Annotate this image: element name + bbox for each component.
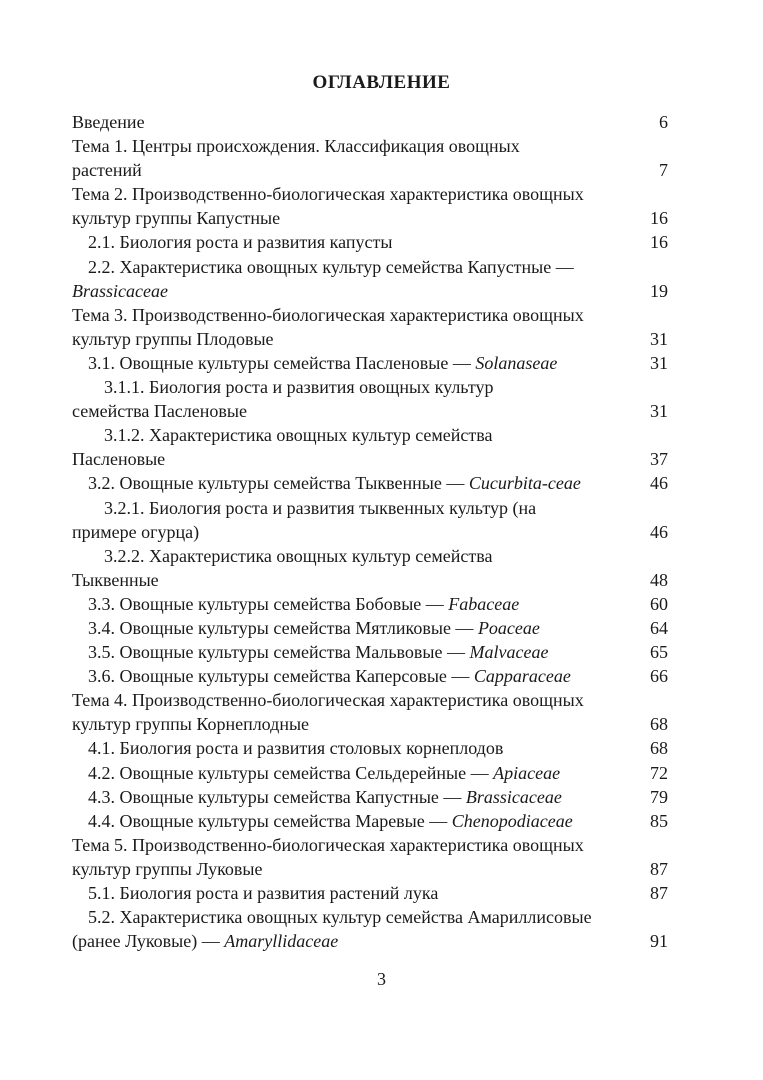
toc-entry-page: 37 xyxy=(650,449,668,470)
toc-entry-text: 4.2. Овощные культуры семейства Сельдерейные — Apiaceae xyxy=(88,762,561,783)
toc-entry-page: 64 xyxy=(650,617,668,638)
toc-entry-text: 3.2. Овощные культуры семейства Тыквенные — Cucurbita-ceae xyxy=(88,473,581,494)
toc-entry xyxy=(72,423,668,471)
toc-entry-text: 3.1.2. Характеристика овощных культур семейства Пасленовые xyxy=(72,425,493,470)
toc-entry-page: 16 xyxy=(650,232,668,253)
toc-entry xyxy=(72,182,668,230)
toc-entry-page: 31 xyxy=(650,352,668,373)
toc-entry-text: 2.1. Биология роста и развития капусты xyxy=(88,232,393,253)
toc-entry-text: Тема 3. Производственно-биологическая характеристика овощных культур группы Плодовые xyxy=(72,304,584,349)
toc-entry-text: 3.1. Овощные культуры семейства Пасленовые — Solanaseae xyxy=(88,352,558,373)
toc-entry-text: 2.2. Характеристика овощных культур семейства Капустные — Brassicaceae xyxy=(72,256,574,301)
toc-entry-page: 85 xyxy=(650,810,668,831)
toc-entry-page: 87 xyxy=(650,883,668,903)
toc-entry xyxy=(72,736,668,760)
toc-entry-text: 4.4. Овощные культуры семейства Маревые — Chenopodiaceae xyxy=(88,810,573,831)
toc-entry-text: 3.5. Овощные культуры семейства Мальвовые — Malvaceae xyxy=(88,642,549,663)
toc-entry xyxy=(72,134,668,182)
toc-entry xyxy=(72,230,668,254)
toc-entry xyxy=(72,640,668,664)
toc-entry-page: 31 xyxy=(650,401,668,422)
toc-entry xyxy=(72,544,668,592)
toc-entry xyxy=(72,785,668,809)
toc-entry-text: 3.4. Овощные культуры семейства Мятликовые — Poaceae xyxy=(88,617,540,638)
toc-entry-page: 87 xyxy=(650,858,668,879)
toc-entry-page: 46 xyxy=(650,473,668,494)
toc-entry xyxy=(72,351,668,375)
toc-title: ОГЛАВЛЕНИЕ xyxy=(312,72,451,93)
toc-entry xyxy=(72,110,668,134)
toc-entry-page: 31 xyxy=(650,328,668,349)
toc-entry-text: Тема 4. Производственно-биологическая характеристика овощных культур группы Корнеплодные xyxy=(72,690,584,735)
toc-entry-text: Тема 5. Производственно-биологическая характеристика овощных культур группы Луковые xyxy=(72,834,584,879)
page-number: 3 xyxy=(377,969,386,989)
toc-entry-page: 66 xyxy=(650,666,668,687)
toc-entry xyxy=(72,833,668,881)
toc-entry xyxy=(72,881,668,905)
toc-entry-page: 91 xyxy=(650,931,668,952)
toc-entry-text: Тема 1. Центры происхождения. Классификация овощных растений xyxy=(72,136,520,181)
toc-entry-page: 7 xyxy=(659,160,668,181)
toc-entry xyxy=(72,664,668,688)
toc-entry-page: 16 xyxy=(650,208,668,229)
toc-entry-page: 48 xyxy=(650,569,668,590)
toc-entry-text: 5.2. Характеристика овощных культур семейства Амариллисовые (ранее Луковые) — Amaryllidaceae xyxy=(72,907,592,952)
toc-entry-text: 3.6. Овощные культуры семейства Каперсовые — Capparaceae xyxy=(88,666,571,687)
toc-entry-text: 4.1. Биология роста и развития столовых корнеплодов xyxy=(88,738,504,759)
toc-entry-text: 3.3. Овощные культуры семейства Бобовые — Fabaceae xyxy=(88,593,520,614)
toc-entry xyxy=(72,375,668,423)
toc-entry-text: Тема 2. Производственно-биологическая характеристика овощных культур группы Капустные xyxy=(72,184,584,229)
table-of-contents xyxy=(72,110,668,953)
toc-entry xyxy=(72,471,668,495)
toc-entry xyxy=(72,688,668,736)
toc-entry xyxy=(72,616,668,640)
toc-entry-page: 19 xyxy=(650,280,668,301)
toc-entry xyxy=(72,905,668,953)
toc-entry-page: 46 xyxy=(650,521,668,542)
toc-entry-text: 5.1. Биология роста и развития растений лука xyxy=(88,883,439,903)
toc-entry xyxy=(72,809,668,833)
toc-entry-page: 65 xyxy=(650,642,668,663)
toc-entry xyxy=(72,255,668,303)
toc-entry xyxy=(72,592,668,616)
toc-entry-page: 68 xyxy=(650,738,668,759)
toc-entry-page: 60 xyxy=(650,593,668,614)
toc-entry-text: Введение xyxy=(72,112,145,132)
toc-entry-text: 3.1.1. Биология роста и развития овощных культур семейства Пасленовые xyxy=(72,377,494,422)
toc-entry-page: 68 xyxy=(650,714,668,735)
toc-entry xyxy=(72,303,668,351)
toc-entry-page: 79 xyxy=(650,786,668,807)
toc-entry-page: 72 xyxy=(650,762,668,783)
toc-entry xyxy=(72,761,668,785)
toc-entry xyxy=(72,496,668,544)
toc-entry-page: 6 xyxy=(659,112,668,132)
toc-entry-text: 3.2.2. Характеристика овощных культур семейства Тыквенные xyxy=(72,545,493,590)
toc-entry-text: 4.3. Овощные культуры семейства Капустные — Brassicaceae xyxy=(88,786,562,807)
toc-entry-text: 3.2.1. Биология роста и развития тыквенных культур (на примере огурца) xyxy=(72,497,537,542)
